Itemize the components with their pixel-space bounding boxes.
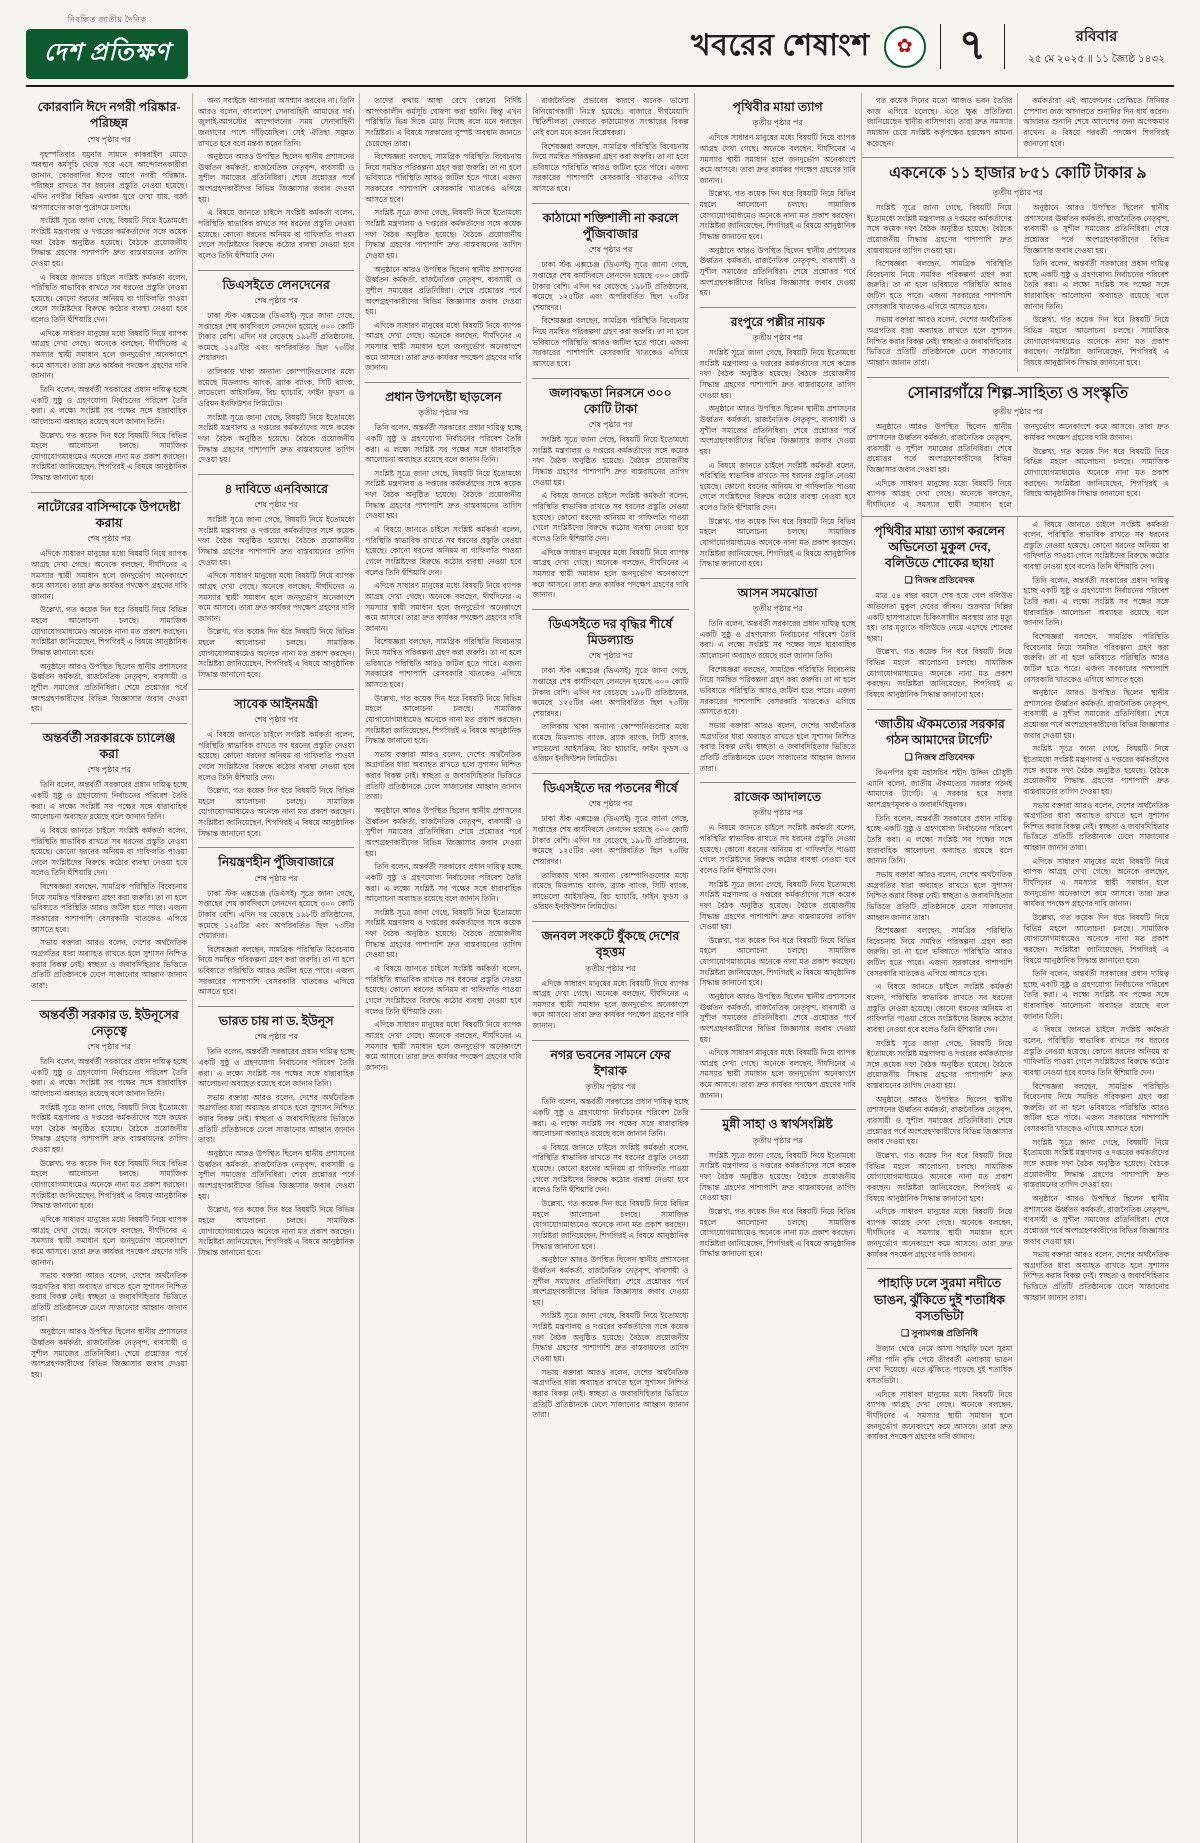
paragraph: উল্লেখ্য, গত কয়েক দিন ধরে বিষয়টি নিয়ে বিভিন্ন মহলে আলোচনা চলছে। সামাজিক যোগাযোগমাধ্যমেও অনেকে নানা মত প্রকাশ করছেন। সংশ্লিষ্টরা জানিয়েছেন, শিগগিরই এ বিষয়ে আনুষ্ঠানিক সিদ্ধান্ত জানানো হবে। <box>699 1206 856 1259</box>
paragraph: অনুষ্ঠানে আরও উপস্থিত ছিলেন স্থানীয় প্রশাসনের ঊর্ধ্বতন কর্মকর্তা, রাজনৈতিক নেতৃবৃন্দ, ব্যবসায়ী ও সুশীল সমাজের প্রতিনিধিরা। শেষে প্রশ্নোত্তর পর্বে অংশগ্রহণকারীদের বিভিন্ন জিজ্ঞাসার জবাব দেওয়া হয়। <box>866 1094 1013 1147</box>
paragraph: তিনি বলেন, অন্তর্বর্তী সরকারের প্রধান দায়িত্ব হচ্ছে একটি সুষ্ঠু ও গ্রহণযোগ্য নির্বাচনের পরিবেশ তৈরি করা। এ লক্ষ্যে সংশ্লিষ্ট সব পক্ষের সঙ্গে ধারাবাহিক আলোচনা অব্যাহত রয়েছে বলে জানান তিনি। <box>31 384 188 426</box>
paragraph: অনুষ্ঠানে আরও উপস্থিত ছিলেন স্থানীয় প্রশাসনের ঊর্ধ্বতন কর্মকর্তা, রাজনৈতিক নেতৃবৃন্দ, ব্যবসায়ী ও সুশীল সমাজের প্রতিনিধিরা। শেষে প্রশ্নোত্তর পর্বে অংশগ্রহণকারীদের বিভিন্ন জিজ্ঞাসার জবাব দেওয়া হয়। <box>198 1149 355 1201</box>
article <box>700 782 856 1109</box>
paragraph: তাদের কথায় আস্থা রেখে কোনো নির্দিষ্ট আপৎকালীন কর্মসূচি ঘোষণা করা হয়নি। কিন্তু এখন পরিস্থিতি ভিন্ন দিকে মোড় নিচ্ছে বলে মনে করছেন সংশ্লিষ্টরা। এ বিষয়ে সরকারের সুস্পষ্ট অবস্থান জানতে চেয়েছেন তারা। <box>365 96 522 148</box>
flower-logo-icon: ✿ <box>884 26 926 68</box>
article <box>365 382 521 1081</box>
spanning-articles <box>862 157 1174 515</box>
paragraph: এদিকে সাধারণ মানুষের মধ্যে বিষয়টি নিয়ে ব্যাপক আগ্রহ দেখা গেছে। অনেকে বলছেন, দীর্ঘদিনের এ সমস্যার স্থায়ী সমাধান হলে জনদুর্ভোগ অনেকাংশে কমে আসবে। তারা দ্রুত কার্যকর পদক্ষেপ গ্রহণের দাবি জানান। <box>1023 856 1169 909</box>
article-title: ‘জাতীয় ঐকমত্যের সরকার গঠন আমাদের টার্গেট’ <box>874 716 1005 747</box>
paragraph: সভায় বক্তারা আরও বলেন, দেশের অর্থনৈতিক অগ্রগতির ধারা অব্যাহত রাখতে হলে সুশাসন নিশ্চিত করার বিকল্প নেই। স্বচ্ছতা ও জবাবদিহিতার ভিত্তিতে প্রতিটি প্রতিষ্ঠানকে ঢেলে সাজানোর আহ্বান জানান তারা। <box>198 1092 355 1145</box>
paragraph: উল্লেখ্য, গত কয়েক দিন ধরে বিষয়টি নিয়ে বিভিন্ন মহলে আলোচনা চলছে। সামাজিক যোগাযোগমাধ্যমেও অনেকে নানা মত প্রকাশ করছেন। সংশ্লিষ্টরা জানিয়েছেন, শিগগিরই এ বিষয়ে আনুষ্ঠানিক সিদ্ধান্ত জানানো হবে। <box>198 1205 355 1257</box>
paragraph: উল্লেখ্য, গত কয়েক দিন ধরে বিষয়টি নিয়ে বিভিন্ন মহলে আলোচনা চলছে। সামাজিক যোগাযোগমাধ্যমেও অনেকে নানা মত প্রকাশ করছেন। সংশ্লিষ্টরা জানিয়েছেন, শিগগিরই এ বিষয়ে আনুষ্ঠানিক সিদ্ধান্ত জানানো হবে। <box>31 605 188 657</box>
continuation-label: শেষ পৃষ্ঠার পর <box>254 873 298 883</box>
paragraph: সংশ্লিষ্ট সূত্রে জানা গেছে, বিষয়টি নিয়ে ইতোমধ্যে সংশ্লিষ্ট মন্ত্রণালয় ও দপ্তরের কর্মকর্তাদের সঙ্গে কয়েক দফা বৈঠক অনুষ্ঠিত হয়েছে। বৈঠকে প্রয়োজনীয় সিদ্ধান্ত গ্রহণের পাশাপাশি দ্রুত বাস্তবায়নের তাগিদ দেওয়া হয়। <box>198 515 355 567</box>
column-7-top <box>1017 93 1174 157</box>
paragraph: এদিকে সাধারণ মানুষের মধ্যে বিষয়টি নিয়ে ব্যাপক আগ্রহ দেখা গেছে। অনেকে বলছেন, দীর্ঘদিনের এ সমস্যার স্থায়ী সমাধান হলে জনদুর্ভোগ অনেকাংশে কমে আসবে। তারা দ্রুত কার্যকর পদক্ষেপ গ্রহণের দাবি জানান। <box>532 547 689 600</box>
article-body <box>532 96 688 195</box>
page-number: ৭ <box>940 24 1005 68</box>
article-body <box>532 260 688 369</box>
paragraph: অনুষ্ঠানে আরও উপস্থিত ছিলেন স্থানীয় প্রশাসনের ঊর্ধ্বতন কর্মকর্তা, রাজনৈতিক নেতৃবৃন্দ, ব্যবসায়ী ও সুশীল সমাজের প্রতিনিধিরা। শেষে প্রশ্নোত্তর পর্বে অংশগ্রহণকারীদের বিভিন্ন জিজ্ঞাসার জবাব দেওয়া হয়। <box>31 661 188 714</box>
article <box>867 377 1169 516</box>
paragraph: উল্লেখ্য, গত কয়েক দিন ধরে বিষয়টি নিয়ে বিভিন্ন মহলে আলোচনা চলছে। সামাজিক যোগাযোগমাধ্যমেও অনেকে নানা মত প্রকাশ করছেন। সংশ্লিষ্টরা জানিয়েছেন, শিগগিরই এ বিষয়ে আনুষ্ঠানিক সিদ্ধান্ত জানানো হবে। <box>699 189 856 242</box>
article-title: ডিএসইতে দর বৃদ্ধির শীর্ষে মিডল্যান্ড <box>548 616 673 648</box>
paragraph: উল্লেখ্য, গত কয়েক দিন ধরে বিষয়টি নিয়ে বিভিন্ন মহলে আলোচনা চলছে। সামাজিক যোগাযোগমাধ্যমেও অনেকে নানা মত প্রকাশ করছেন। সংশ্লিষ্টরা জানিয়েছেন, শিগগিরই এ বিষয়ে আনুষ্ঠানিক সিদ্ধান্ত জানানো হবে। <box>866 1150 1013 1203</box>
paragraph: সংশ্লিষ্ট সূত্রে জানা গেছে, বিষয়টি নিয়ে ইতোমধ্যে সংশ্লিষ্ট মন্ত্রণালয় ও দপ্তরের কর্মকর্তাদের সঙ্গে কয়েক দফা বৈঠক অনুষ্ঠিত হয়েছে। বৈঠকে প্রয়োজনীয় সিদ্ধান্ত গ্রহণের পাশাপাশি দ্রুত বাস্তবায়নের তাগিদ দেওয়া হয়। <box>866 1038 1013 1091</box>
paragraph: তিনি বলেন, অন্তর্বর্তী সরকারের প্রধান দায়িত্ব হচ্ছে একটি সুষ্ঠু ও গ্রহণযোগ্য নির্বাচনের পরিবেশ তৈরি করা। এ লক্ষ্যে সংশ্লিষ্ট সব পক্ষের সঙ্গে ধারাবাহিক আলোচনা অব্যাহত রয়েছে বলে জানান তিনি। <box>365 862 522 904</box>
article-body <box>365 423 521 1073</box>
paragraph: উল্লেখ্য, গত কয়েক দিন ধরে বিষয়টি নিয়ে বিভিন্ন মহলে আলোচনা চলছে। সামাজিক যোগাযোগমাধ্যমেও অনেকে নানা মত প্রকাশ করছেন। সংশ্লিষ্টরা জানিয়েছেন, শিগগিরই এ বিষয়ে আনুষ্ঠানিক সিদ্ধান্ত জানানো হবে। <box>699 516 856 569</box>
paragraph: বিশেষজ্ঞরা বলছেন, সামগ্রিক পরিস্থিতি বিবেচনায় নিয়ে সমন্বিত পরিকল্পনা গ্রহণ করা জরুরি। তা না হলে ভবিষ্যতে পরিস্থিতি আরও জটিল হতে পারে। এজন্য সরকারের পাশাপাশি বেসরকারি খাতকেও এগিয়ে আসতে হবে। <box>866 259 1012 311</box>
paragraph: এ বিষয়ে জানতে চাইলে সংশ্লিষ্ট কর্মকর্তা বলেন, পরিস্থিতি স্বাভাবিক রাখতে সব ধরনের প্রস্তুতি নেওয়া হয়েছে। কোনো ধরনের অনিয়ম বা গাফিলতি পাওয়া গেলে সংশ্লিষ্টদের বিরুদ্ধে কঠোর ব্যবস্থা নেওয়া হবে বলেও তিনি হুঁশিয়ারি দেন। <box>31 825 188 878</box>
paragraph: এ বিষয়ে জানতে চাইলে সংশ্লিষ্ট কর্মকর্তা বলেন, পরিস্থিতি স্বাভাবিক রাখতে সব ধরনের প্রস্তুতি নেওয়া হয়েছে। কোনো ধরনের অনিয়ম বা গাফিলতি পাওয়া গেলে সংশ্লিষ্টদের বিরুদ্ধে কঠোর ব্যবস্থা নেওয়া হবে বলেও তিনি হুঁশিয়ারি দেন। <box>31 272 188 325</box>
article <box>31 723 187 1000</box>
paragraph: এ বিষয়ে জানতে চাইলে সংশ্লিষ্ট কর্মকর্তা বলেন, পরিস্থিতি স্বাভাবিক রাখতে সব ধরনের প্রস্তুতি নেওয়া হয়েছে। কোনো ধরনের অনিয়ম বা গাফিলতি পাওয়া গেলে সংশ্লিষ্টদের বিরুদ্ধে কঠোর ব্যবস্থা নেওয়া হবে বলেও তিনি হুঁশিয়ারি দেন। <box>198 729 355 782</box>
paragraph: এ বিষয়ে জানতে চাইলে সংশ্লিষ্ট কর্মকর্তা বলেন, পরিস্থিতি স্বাভাবিক রাখতে সব ধরনের প্রস্তুতি নেওয়া হয়েছে। কোনো ধরনের অনিয়ম বা গাফিলতি পাওয়া গেলে সংশ্লিষ্টদের বিরুদ্ধে কঠোর ব্যবস্থা নেওয়া হবে বলেও তিনি হুঁশিয়ারি দেন। <box>365 525 522 577</box>
paragraph: এদিকে সাধারণ মানুষের মধ্যে বিষয়টি নিয়ে ব্যাপক আগ্রহ দেখা গেছে। অনেকে বলছেন, দীর্ঘদিনের এ সমস্যার স্থায়ী সমাধান হলে জনদুর্ভোগ অনেকাংশে কমে আসবে। তারা দ্রুত কার্যকর পদক্ষেপ গ্রহণের দাবি জানান। <box>866 1207 1013 1259</box>
paragraph: অনুষ্ঠানে আরও উপস্থিত ছিলেন স্থানীয় প্রশাসনের ঊর্ধ্বতন কর্মকর্তা, রাজনৈতিক নেতৃবৃন্দ, ব্যবসায়ী ও সুশীল সমাজের প্রতিনিধিরা। শেষে প্রশ্নোত্তর পর্বে অংশগ্রহণকারীদের বিভিন্ন জিজ্ঞাসার জবাব দেওয়া হয়। <box>31 1327 188 1379</box>
article-title: ডিএসইতে লেনদেনের <box>222 277 330 292</box>
article-body <box>31 1057 187 1381</box>
right-top-row <box>862 93 1174 157</box>
continuation-label: তৃতীয় পৃষ্ঠার পর <box>992 407 1043 417</box>
paragraph: অনুষ্ঠানে আরও উপস্থিত ছিলেন স্থানীয় প্রশাসনের ঊর্ধ্বতন কর্মকর্তা, রাজনৈতিক নেতৃবৃন্দ, ব্যবসায়ী ও সুশীল সমাজের প্রতিনিধিরা। শেষে প্রশ্নোত্তর পর্বে অংশগ্রহণকারীদের বিভিন্ন জিজ্ঞাসার জবাব দেওয়া হয়। <box>866 422 1012 474</box>
paragraph: অন্য সবাইকে আপনারা অসম্মান করবেন না। তিনি আরও বলেন, বাংলাদেশ সেনাবাহিনী আমাদের গর্ব। জুলাই-আগস্টের আন্দোলনের সময় সেনাবাহিনী জনগণের পাশে দাঁড়িয়েছিল। সেই ঐতিহ্য সমুন্নত রাখতে হবে বলে মন্তব্য করেন তিনি। <box>198 96 355 148</box>
continuation-label: শেষ পৃষ্ঠার পর <box>87 765 131 775</box>
article-body <box>198 515 354 681</box>
paragraph: অনুষ্ঠানে আরও উপস্থিত ছিলেন স্থানীয় প্রশাসনের ঊর্ধ্বতন কর্মকর্তা, রাজনৈতিক নেতৃবৃন্দ, ব্যবসায়ী ও সুশীল সমাজের প্রতিনিধিরা। শেষে প্রশ্নোত্তর পর্বে অংশগ্রহণকারীদের বিভিন্ন জিজ্ঞাসার জবাব দেওয়া হয়। <box>699 992 856 1044</box>
right-region <box>861 93 1174 1843</box>
paragraph: বিশেষজ্ঞরা বলছেন, সামগ্রিক পরিস্থিতি বিবেচনায় নিয়ে সমন্বিত পরিকল্পনা গ্রহণ করা জরুরি। তা না হলে ভবিষ্যতে পরিস্থিতি আরও জটিল হতে পারে। এজন্য সরকারের পাশাপাশি বেসরকারি খাতকেও এগিয়ে আসতে হবে। <box>532 316 689 369</box>
article <box>31 93 187 492</box>
continuation-label: শেষ পৃষ্ঠার পর <box>87 134 131 144</box>
article <box>532 1040 688 1429</box>
paragraph: সংশ্লিষ্ট সূত্রে জানা গেছে, বিষয়টি নিয়ে ইতোমধ্যে সংশ্লিষ্ট মন্ত্রণালয় ও দপ্তরের কর্মকর্তাদের সঙ্গে কয়েক দফা বৈঠক অনুষ্ঠিত হয়েছে। বৈঠকে প্রয়োজনীয় সিদ্ধান্ত গ্রহণের পাশাপাশি দ্রুত বাস্তবায়নের তাগিদ দেওয়া হয়। <box>532 435 689 487</box>
article-body <box>198 1047 354 1258</box>
article <box>700 93 856 307</box>
paragraph: সভায় বক্তারা আরও বলেন, দেশের অর্থনৈতিক অগ্রগতির ধারা অব্যাহত রাখতে হলে সুশাসন নিশ্চিত করার বিকল্প নেই। স্বচ্ছতা ও জবাবদিহিতার ভিত্তিতে প্রতিটি প্রতিষ্ঠানকে ঢেলে সাজানোর আহ্বান জানান তারা। <box>1023 1250 1169 1302</box>
article-title: একনেকে ১১ হাজার ৮৫১ কোটি টাকার ৯ <box>889 165 1147 183</box>
paragraph: উল্লেখ্য, গত কয়েক দিন ধরে বিষয়টি নিয়ে বিভিন্ন মহলে আলোচনা চলছে। সামাজিক যোগাযোগমাধ্যমেও অনেকে নানা মত প্রকাশ করছেন। সংশ্লিষ্টরা জানিয়েছেন, শিগগিরই এ বিষয়ে আনুষ্ঠানিক সিদ্ধান্ত জানানো হবে। <box>198 786 355 838</box>
paragraph: তিনি বলেন, অন্তর্বর্তী সরকারের প্রধান দায়িত্ব হচ্ছে একটি সুষ্ঠু ও গ্রহণযোগ্য নির্বাচনের পরিবেশ তৈরি করা। এ লক্ষ্যে সংশ্লিষ্ট সব পক্ষের সঙ্গে ধারাবাহিক আলোচনা অব্যাহত রয়েছে বলে জানান তিনি। <box>1023 259 1169 311</box>
paragraph: সভায় বক্তারা আরও বলেন, দেশের অর্থনৈতিক অগ্রগতির ধারা অব্যাহত রাখতে হলে সুশাসন নিশ্চিত করার বিকল্প নেই। স্বচ্ছতা ও জবাবদিহিতার ভিত্তিতে প্রতিটি প্রতিষ্ঠানকে ঢেলে সাজানোর আহ্বান জানান তারা। <box>866 869 1013 922</box>
article <box>867 709 1013 1269</box>
paragraph: তালিকায় থাকা অন্যান্য কোম্পানিগুলোর মধ্যে রয়েছে মিডল্যান্ড ব্যাংক, ব্র্যাক ব্যাংক, সিটি ব্যাংক, লাভেলো আইসক্রিম, বিচ হ্যাচারি, ফাইন ফুডস ও ওরিয়ন ইনফিউশন লিমিটেড। <box>532 722 689 764</box>
paragraph: সংশ্লিষ্ট সূত্রে জানা গেছে, বিষয়টি নিয়ে ইতোমধ্যে সংশ্লিষ্ট মন্ত্রণালয় ও দপ্তরের কর্মকর্তাদের সঙ্গে কয়েক দফা বৈঠক অনুষ্ঠিত হয়েছে। বৈঠকে প্রয়োজনীয় সিদ্ধান্ত গ্রহণের পাশাপাশি দ্রুত বাস্তবায়নের তাগিদ দেওয়া হয়। <box>866 203 1012 255</box>
article <box>867 517 1013 709</box>
paragraph: উল্লেখ্য, গত কয়েক দিন ধরে বিষয়টি নিয়ে বিভিন্ন মহলে আলোচনা চলছে। সামাজিক যোগাযোগমাধ্যমেও অনেকে নানা মত প্রকাশ করছেন। সংশ্লিষ্টরা জানিয়েছেন, শিগগিরই এ বিষয়ে আনুষ্ঠানিক সিদ্ধান্ত জানানো হবে। <box>866 647 1013 700</box>
paragraph: এদিকে সাধারণ মানুষের মধ্যে বিষয়টি নিয়ে ব্যাপক আগ্রহ দেখা গেছে। অনেকে বলছেন, দীর্ঘদিনের এ সমস্যার স্থায়ী সমাধান হলে জনদুর্ভোগ অনেকাংশে কমে আসবে। তারা দ্রুত কার্যকর পদক্ষেপ গ্রহণের দাবি জানান। <box>31 328 188 381</box>
article-title: নাটোরের বাসিন্দাকে উপদেষ্টা করায় <box>37 499 181 530</box>
continuation-label: শেষ পৃষ্ঠার পর <box>254 500 298 510</box>
paragraph: অনুষ্ঠানে আরও উপস্থিত ছিলেন স্থানীয় প্রশাসনের ঊর্ধ্বতন কর্মকর্তা, রাজনৈতিক নেতৃবৃন্দ, ব্যবসায়ী ও সুশীল সমাজের প্রতিনিধিরা। শেষে প্রশ্নোত্তর পর্বে অংশগ্রহণকারীদের বিভিন্ন জিজ্ঞাসার জবাব দেওয়া হয়। <box>699 404 856 456</box>
article <box>198 689 354 848</box>
article-title: অন্তর্বর্তী সরকারকে চ্যালেঞ্জ করা <box>42 730 176 762</box>
paragraph: তিনি বলেন, অন্তর্বর্তী সরকারের প্রধান দায়িত্ব হচ্ছে একটি সুষ্ঠু ও গ্রহণযোগ্য নির্বাচনের পরিবেশ তৈরি করা। এ লক্ষ্যে সংশ্লিষ্ট সব পক্ষের সঙ্গে ধারাবাহিক আলোচনা অব্যাহত রয়েছে বলে জানান তিনি। <box>365 423 522 465</box>
article-title: সাবেক আইনমন্ত্রী <box>234 696 318 711</box>
paragraph: সভায় বক্তারা আরও বলেন, দেশের অর্থনৈতিক অগ্রগতির ধারা অব্যাহত রাখতে হলে সুশাসন নিশ্চিত করার বিকল্প নেই। স্বচ্ছতা ও জবাবদিহিতার ভিত্তিতে প্রতিটি প্রতিষ্ঠানকে ঢেলে সাজানোর আহ্বান জানান তারা। <box>866 315 1012 367</box>
paragraph: সংশ্লিষ্ট সূত্রে জানা গেছে, বিষয়টি নিয়ে ইতোমধ্যে সংশ্লিষ্ট মন্ত্রণালয় ও দপ্তরের কর্মকর্তাদের সঙ্গে কয়েক দফা বৈঠক অনুষ্ঠিত হয়েছে। বৈঠকে প্রয়োজনীয় সিদ্ধান্ত গ্রহণের পাশাপাশি দ্রুত বাস্তবায়নের তাগিদ দেওয়া হয়। <box>699 348 856 400</box>
article-body <box>867 422 1169 510</box>
article-body <box>700 1151 856 1260</box>
article-title: নগর ভবনের সামনে ফের ইশরাক <box>550 1047 671 1079</box>
paragraph: সংশ্লিষ্ট সূত্রে জানা গেছে, বিষয়টি নিয়ে ইতোমধ্যে সংশ্লিষ্ট মন্ত্রণালয় ও দপ্তরের কর্মকর্তাদের সঙ্গে কয়েক দফা বৈঠক অনুষ্ঠিত হয়েছে। বৈঠকে প্রয়োজনীয় সিদ্ধান্ত গ্রহণের পাশাপাশি দ্রুত বাস্তবায়নের তাগিদ দেওয়া হয়। <box>365 468 522 521</box>
newspaper-name: দেশ প্রতিক্ষণ <box>26 29 188 79</box>
continuation-label: শেষ পৃষ্ঠার পর <box>87 1042 131 1051</box>
paragraph: বিশেষজ্ঞরা বলছেন, সামগ্রিক পরিস্থিতি বিবেচনায় নিয়ে সমন্বিত পরিকল্পনা গ্রহণ করা জরুরি। তা না হলে ভবিষ্যতে পরিস্থিতি আরও জটিল হতে পারে। এজন্য সরকারের পাশাপাশি বেসরকারি খাতকেও এগিয়ে আসতে হবে। <box>31 882 188 934</box>
paragraph: ঢাকা স্টক এক্সচেঞ্জ (ডিএসই) সূত্রে জানা গেছে, সপ্তাহের শেষ কার্যদিবসে লেনদেন হয়েছে ৩০০ কোটি টাকার বেশি। এদিন দর বেড়েছে ১৯৮টি প্রতিষ্ঠানের, কমেছে ১২৫টির এবং অপরিবর্তিত ছিল ৭৩টির শেয়ারদর। <box>532 814 689 866</box>
article-body <box>31 780 187 991</box>
paragraph: তালিকায় থাকা অন্যান্য কোম্পানিগুলোর মধ্যে রয়েছে মিডল্যান্ড ব্যাংক, ব্র্যাক ব্যাংক, সিটি ব্যাংক, লাভেলো আইসক্রিম, বিচ হ্যাচারি, ফাইন ফুডস ও ওরিয়ন ইনফিউশন লিমিটেড। <box>198 367 355 408</box>
paragraph: উল্লেখ্য, গত কয়েক দিন ধরে বিষয়টি নিয়ে বিভিন্ন মহলে আলোচনা চলছে। সামাজিক যোগাযোগমাধ্যমেও অনেকে নানা মত প্রকাশ করছেন। সংশ্লিষ্টরা জানিয়েছেন, শিগগিরই এ বিষয়ে আনুষ্ঠানিক সিদ্ধান্ত জানানো হবে। <box>198 627 355 680</box>
column-4 <box>526 93 693 1843</box>
paragraph: সংশ্লিষ্ট সূত্রে জানা গেছে, বিষয়টি নিয়ে ইতোমধ্যে সংশ্লিষ্ট মন্ত্রণালয় ও দপ্তরের কর্মকর্তাদের সঙ্গে কয়েক দফা বৈঠক অনুষ্ঠিত হয়েছে। বৈঠকে প্রয়োজনীয় সিদ্ধান্ত গ্রহণের পাশাপাশি দ্রুত বাস্তবায়নের তাগিদ দেওয়া হয়। <box>31 216 188 268</box>
paragraph: কর্মকর্তারা এই আবেদনের প্রেক্ষিতে সিনিয়র স্পেশাল জজ আদালতে শুনানির দিন ধার্য করেন। আদালত শুনানি শেষে আদেশের জন্য অপেক্ষমাণ রাখেন। এ বিষয়ে পরবর্তী পদক্ষেপ শিগগিরই জানানো হবে। <box>1023 96 1169 148</box>
continuation-label: তৃতীয় পৃষ্ঠার পর <box>752 1135 803 1145</box>
article-title: পৃথিবীর মায়া ত্যাগ করলেন অভিনেতা মুকুল দেব, বলিউডে শোকের ছায়া <box>874 523 1005 571</box>
paragraph: উল্লেখ্য, গত কয়েক দিন ধরে বিষয়টি নিয়ে বিভিন্ন মহলে আলোচনা চলছে। সামাজিক যোগাযোগমাধ্যমেও অনেকে নানা মত প্রকাশ করছেন। সংশ্লিষ্টরা জানিয়েছেন, শিগগিরই এ বিষয়ে আনুষ্ঠানিক সিদ্ধান্ত জানানো হবে। <box>699 935 856 988</box>
continuation-label: শেষ পৃষ্ঠার পর <box>588 651 633 661</box>
paragraph: এ বিষয়ে জানতে চাইলে সংশ্লিষ্ট কর্মকর্তা বলেন, পরিস্থিতি স্বাভাবিক রাখতে সব ধরনের প্রস্তুতি নেওয়া হয়েছে। কোনো ধরনের অনিয়ম বা গাফিলতি পাওয়া গেলে সংশ্লিষ্টদের বিরুদ্ধে কঠোর ব্যবস্থা নেওয়া হবে বলেও তিনি হুঁশিয়ারি দেন। <box>532 1142 689 1195</box>
paragraph: সভায় বক্তারা আরও বলেন, দেশের অর্থনৈতিক অগ্রগতির ধারা অব্যাহত রাখতে হলে সুশাসন নিশ্চিত করার বিকল্প নেই। স্বচ্ছতা ও জবাবদিহিতার ভিত্তিতে প্রতিটি প্রতিষ্ঠানকে ঢেলে সাজানোর আহ্বান জানান তারা। <box>532 1367 689 1420</box>
paragraph: অনুষ্ঠানে আরও উপস্থিত ছিলেন স্থানীয় প্রশাসনের ঊর্ধ্বতন কর্মকর্তা, রাজনৈতিক নেতৃবৃন্দ, ব্যবসায়ী ও সুশীল সমাজের প্রতিনিধিরা। শেষে প্রশ্নোত্তর পর্বে অংশগ্রহণকারীদের বিভিন্ন জিজ্ঞাসার জবাব দেওয়া হয়। <box>532 1255 689 1307</box>
article-body <box>867 1344 1013 1443</box>
paragraph: সংশ্লিষ্ট সূত্রে জানা গেছে, বিষয়টি নিয়ে ইতোমধ্যে সংশ্লিষ্ট মন্ত্রণালয় ও দপ্তরের কর্মকর্তাদের সঙ্গে কয়েক দফা বৈঠক অনুষ্ঠিত হয়েছে। বৈঠকে প্রয়োজনীয় সিদ্ধান্ত গ্রহণের পাশাপাশি দ্রুত বাস্তবায়নের তাগিদ দেওয়া হয়। <box>1023 744 1169 796</box>
paragraph: উল্লেখ্য, গত কয়েক দিন ধরে বিষয়টি নিয়ে বিভিন্ন মহলে আলোচনা চলছে। সামাজিক যোগাযোগমাধ্যমেও অনেকে নানা মত প্রকাশ করছেন। সংশ্লিষ্টরা জানিয়েছেন, শিগগিরই এ বিষয়ে আনুষ্ঠানিক সিদ্ধান্ত জানানো হবে। <box>365 693 522 746</box>
article-title: কোরবানি ঈদে নগরী পরিষ্কার-পরিচ্ছন্ন <box>37 100 181 131</box>
byline: ❏ নিজস্ব প্রতিবেদক <box>904 575 975 586</box>
article <box>31 1000 187 1389</box>
page-header <box>26 14 1174 87</box>
paragraph: অনুষ্ঠানে আরও উপস্থিত ছিলেন স্থানীয় প্রশাসনের ঊর্ধ্বতন কর্মকর্তা, রাজনৈতিক নেতৃবৃন্দ, ব্যবসায়ী ও সুশীল সমাজের প্রতিনিধিরা। শেষে প্রশ্নোত্তর পর্বে অংশগ্রহণকারীদের বিভিন্ন জিজ্ঞাসার জবাব দেওয়া হয়। <box>1023 688 1169 740</box>
continuation-label: শেষ পৃষ্ঠার পর <box>254 1032 298 1042</box>
article-title: ৪ দাবিতে এনবিআরে <box>224 481 328 496</box>
paragraph: এদিকে সাধারণ মানুষের মধ্যে বিষয়টি নিয়ে ব্যাপক আগ্রহ দেখা গেছে। অনেকে বলছেন, দীর্ঘদিনের এ সমস্যার স্থায়ী সমাধান হলে জনদুর্ভোগ অনেকাংশে কমে আসবে। তারা দ্রুত কার্যকর পদক্ষেপ গ্রহণের দাবি জানান। <box>198 571 355 623</box>
paragraph: সংশ্লিষ্ট সূত্রে জানা গেছে, বিষয়টি নিয়ে ইতোমধ্যে সংশ্লিষ্ট মন্ত্রণালয় ও দপ্তরের কর্মকর্তাদের সঙ্গে কয়েক দফা বৈঠক অনুষ্ঠিত হয়েছে। বৈঠকে প্রয়োজনীয় সিদ্ধান্ত গ্রহণের পাশাপাশি দ্রুত বাস্তবায়নের তাগিদ দেওয়া হয়। <box>198 412 355 465</box>
paragraph: অনুষ্ঠানে আরও উপস্থিত ছিলেন স্থানীয় প্রশাসনের ঊর্ধ্বতন কর্মকর্তা, রাজনৈতিক নেতৃবৃন্দ, ব্যবসায়ী ও সুশীল সমাজের প্রতিনিধিরা। শেষে প্রশ্নোত্তর পর্বে অংশগ্রহণকারীদের বিভিন্ন জিজ্ঞাসার জবাব দেওয়া হয়। <box>1023 203 1169 255</box>
paragraph: অনুষ্ঠানে আরও উপস্থিত ছিলেন স্থানীয় প্রশাসনের ঊর্ধ্বতন কর্মকর্তা, রাজনৈতিক নেতৃবৃন্দ, ব্যবসায়ী ও সুশীল সমাজের প্রতিনিধিরা। শেষে প্রশ্নোত্তর পর্বে অংশগ্রহণকারীদের বিভিন্ন জিজ্ঞাসার জবাব দেওয়া হয়। <box>365 264 522 317</box>
article-title: অন্তর্বর্তী সরকার ড. ইউনূসের নেতৃত্বে <box>39 1007 179 1038</box>
continuation-label: তৃতীয় পৃষ্ঠার পর <box>752 604 803 614</box>
column-2 <box>192 93 359 1843</box>
article <box>532 93 688 203</box>
paragraph: ঢাকা স্টক এক্সচেঞ্জ (ডিএসই) সূত্রে জানা গেছে, সপ্তাহের শেষ কার্যদিবসে লেনদেন হয়েছে ৩০০ কোটি টাকার বেশি। এদিন দর বেড়েছে ১৯৮টি প্রতিষ্ঠানের, কমেছে ১২৫টির এবং অপরিবর্তিত ছিল ৭৩টির শেয়ারদর। <box>532 260 689 312</box>
article-body <box>867 203 1169 372</box>
byline: ❏ সুনামগঞ্জ প্রতিনিধি <box>901 1328 978 1339</box>
paragraph: তিনি বলেন, অন্তর্বর্তী সরকারের প্রধান দায়িত্ব হচ্ছে একটি সুষ্ঠু ও গ্রহণযোগ্য নির্বাচনের পরিবেশ তৈরি করা। এ লক্ষ্যে সংশ্লিষ্ট সব পক্ষের সঙ্গে ধারাবাহিক আলোচনা অব্যাহত রয়েছে বলে জানান তিনি। <box>532 1097 689 1139</box>
paragraph: অনুষ্ঠানে আরও উপস্থিত ছিলেন স্থানীয় প্রশাসনের ঊর্ধ্বতন কর্মকর্তা, রাজনৈতিক নেতৃবৃন্দ, ব্যবসায়ী ও সুশীল সমাজের প্রতিনিধিরা। শেষে প্রশ্নোত্তর পর্বে অংশগ্রহণকারীদের বিভিন্ন জিজ্ঞাসার জবাব দেওয়া হয়। <box>1023 1193 1169 1246</box>
article-body <box>867 768 1013 1260</box>
continuation-label: শেষ পৃষ্ঠার পর <box>254 295 298 305</box>
continuation-label: তৃতীয় পৃষ্ঠার পর <box>418 408 469 418</box>
continuation-label: তৃতীয় পৃষ্ঠার পর <box>992 188 1043 197</box>
article-body <box>700 823 856 1101</box>
article-title: ভারত চায় না ড. ইউনূস <box>218 1014 334 1028</box>
article <box>867 158 1169 376</box>
article-body <box>532 979 688 1032</box>
paragraph: বিশেষজ্ঞরা বলছেন, সামগ্রিক পরিস্থিতি বিবেচনায় নিয়ে সমন্বিত পরিকল্পনা গ্রহণ করা জরুরি। তা না হলে ভবিষ্যতে পরিস্থিতি আরও জটিল হতে পারে। এজন্য সরকারের পাশাপাশি বেসরকারি খাতকেও এগিয়ে আসতে হবে। <box>1023 1081 1169 1134</box>
article-body <box>532 814 688 913</box>
article <box>1023 517 1169 1312</box>
article <box>700 1109 856 1268</box>
article-title: মুন্নী সাহা ও স্বার্থসংশ্লিষ্ট <box>722 1117 833 1132</box>
article <box>532 203 688 378</box>
continuation-label: শেষ পৃষ্ঠার পর <box>87 534 131 544</box>
continuation-label: তৃতীয় পৃষ্ঠার পর <box>752 118 803 128</box>
paragraph: এদিকে সাধারণ মানুষের মধ্যে বিষয়টি নিয়ে ব্যাপক আগ্রহ দেখা গেছে। অনেকে বলছেন, দীর্ঘদিনের এ সমস্যার স্থায়ী সমাধান হলে জনদুর্ভোগ অনেকাংশে কমে আসবে। তারা দ্রুত কার্যকর পদক্ষেপ গ্রহণের দাবি জানান। <box>365 320 522 373</box>
article <box>532 378 688 609</box>
article-title: রাজেক আদালতে <box>734 790 822 805</box>
article-title: রংপুরে পল্লীর নায়ক <box>730 314 825 329</box>
article-body <box>1023 520 1169 1304</box>
paragraph: তিনি বলেন, অন্তর্বর্তী সরকারের প্রধান দায়িত্ব হচ্ছে একটি সুষ্ঠু ও গ্রহণযোগ্য নির্বাচনের পরিবেশ তৈরি করা। এ লক্ষ্যে সংশ্লিষ্ট সব পক্ষের সঙ্গে ধারাবাহিক আলোচনা অব্যাহত রয়েছে বলে জানান তিনি। <box>1023 575 1169 628</box>
paragraph: বিশেষজ্ঞরা বলছেন, সামগ্রিক পরিস্থিতি বিবেচনায় নিয়ে সমন্বিত পরিকল্পনা গ্রহণ করা জরুরি। তা না হলে ভবিষ্যতে পরিস্থিতি আরও জটিল হতে পারে। এজন্য সরকারের পাশাপাশি বেসরকারি খাতকেও এগিয়ে আসতে হবে। <box>365 637 522 689</box>
paragraph: তিনি বলেন, অন্তর্বর্তী সরকারের প্রধান দায়িত্ব হচ্ছে একটি সুষ্ঠু ও গ্রহণযোগ্য নির্বাচনের পরিবেশ তৈরি করা। এ লক্ষ্যে সংশ্লিষ্ট সব পক্ষের সঙ্গে ধারাবাহিক আলোচনা অব্যাহত রয়েছে বলে জানান তিনি। <box>1023 969 1169 1021</box>
paragraph: এদিকে সাধারণ মানুষের মধ্যে বিষয়টি নিয়ে ব্যাপক আগ্রহ দেখা গেছে। অনেকে বলছেন, দীর্ঘদিনের এ সমস্যার স্থায়ী সমাধান হলে জনদুর্ভোগ অনেকাংশে কমে আসবে। তারা দ্রুত কার্যকর পদক্ষেপ গ্রহণের দাবি জানান। <box>31 1214 188 1267</box>
article-body <box>700 348 856 570</box>
paragraph: সংশ্লিষ্ট সূত্রে জানা গেছে, বিষয়টি নিয়ে ইতোমধ্যে সংশ্লিষ্ট মন্ত্রণালয় ও দপ্তরের কর্মকর্তাদের সঙ্গে কয়েক দফা বৈঠক অনুষ্ঠিত হয়েছে। বৈঠকে প্রয়োজনীয় সিদ্ধান্ত গ্রহণের পাশাপাশি দ্রুত বাস্তবায়নের তাগিদ দেওয়া হয়। <box>699 1150 856 1203</box>
paragraph: বিশেষজ্ঞরা বলছেন, সামগ্রিক পরিস্থিতি বিবেচনায় নিয়ে সমন্বিত পরিকল্পনা গ্রহণ করা জরুরি। তা না হলে ভবিষ্যতে পরিস্থিতি আরও জটিল হতে পারে। এজন্য সরকারের পাশাপাশি বেসরকারি খাতকেও এগিয়ে আসতে হবে। <box>699 664 856 717</box>
article <box>532 609 688 773</box>
article <box>532 921 688 1040</box>
article-body <box>867 96 1013 149</box>
paragraph: এদিকে সাধারণ মানুষের মধ্যে বিষয়টি নিয়ে ব্যাপক আগ্রহ দেখা গেছে। অনেকে বলছেন, দীর্ঘদিনের এ সমস্যার স্থায়ী সমাধান হলে জনদুর্ভোগ অনেকাংশে কমে আসবে। তারা দ্রুত কার্যকর পদক্ষেপ গ্রহণের দাবি জানান। <box>866 422 1169 509</box>
continuation-label: শেষ পৃষ্ঠার পর <box>588 799 633 809</box>
article-title: কাঠামো শক্তিশালী না করলে পুঁজিবাজার <box>542 210 679 242</box>
masthead-tagline: নিবন্ধিত জাতীয় দৈনিক <box>67 15 147 24</box>
article <box>1023 93 1169 157</box>
right-split-row <box>862 516 1174 1843</box>
date-block <box>1019 25 1174 69</box>
article-body <box>1023 96 1169 149</box>
article-body <box>31 150 187 484</box>
article <box>31 492 187 723</box>
article-columns <box>26 93 1174 1843</box>
article <box>532 773 688 921</box>
paragraph: সভায় বক্তারা আরও বলেন, দেশের অর্থনৈতিক অগ্রগতির ধারা অব্যাহত রাখতে হলে সুশাসন নিশ্চিত করার বিকল্প নেই। স্বচ্ছতা ও জবাবদিহিতার ভিত্তিতে প্রতিটি প্রতিষ্ঠানকে ঢেলে সাজানোর আহ্বান জানান তারা। <box>1023 800 1169 853</box>
paragraph: তালিকায় থাকা অন্যান্য কোম্পানিগুলোর মধ্যে রয়েছে মিডল্যান্ড ব্যাংক, ব্র্যাক ব্যাংক, সিটি ব্যাংক, লাভেলো আইসক্রিম, বিচ হ্যাচারি, ফাইন ফুডস ও ওরিয়ন ইনফিউশন লিমিটেড। <box>532 870 689 912</box>
paragraph: ঢাকা স্টক এক্সচেঞ্জ (ডিএসই) সূত্রে জানা গেছে, সপ্তাহের শেষ কার্যদিবসে লেনদেন হয়েছে ৩০০ কোটি টাকার বেশি। এদিন দর বেড়েছে ১৯৮টি প্রতিষ্ঠানের, কমেছে ১২৫টির এবং অপরিবর্তিত ছিল ৭৩টির শেয়ারদর। <box>198 888 355 941</box>
paragraph: এদিকে সাধারণ মানুষের মধ্যে বিষয়টি নিয়ে ব্যাপক আগ্রহ দেখা গেছে। অনেকে বলছেন, দীর্ঘদিনের এ সমস্যার স্থায়ী সমাধান হলে জনদুর্ভোগ অনেকাংশে কমে আসবে। তারা দ্রুত কার্যকর পদক্ষেপ গ্রহণের দাবি জানান। <box>866 1389 1013 1442</box>
paragraph: অনুষ্ঠানে আরও উপস্থিত ছিলেন স্থানীয় প্রশাসনের ঊর্ধ্বতন কর্মকর্তা, রাজনৈতিক নেতৃবৃন্দ, ব্যবসায়ী ও সুশীল সমাজের প্রতিনিধিরা। শেষে প্রশ্নোত্তর পর্বে অংশগ্রহণকারীদের বিভিন্ন জিজ্ঞাসার জবাব দেওয়া হয়। <box>699 245 856 298</box>
paragraph: উল্লেখ্য, গত কয়েক দিন ধরে বিষয়টি নিয়ে বিভিন্ন মহলে আলোচনা চলছে। সামাজিক যোগাযোগমাধ্যমেও অনেকে নানা মত প্রকাশ করছেন। সংশ্লিষ্টরা জানিয়েছেন, শিগগিরই এ বিষয়ে আনুষ্ঠানিক সিদ্ধান্ত জানানো হবে। <box>31 1158 188 1211</box>
article-body <box>198 311 354 466</box>
paragraph: এদিকে সাধারণ মানুষের মধ্যে বিষয়টি নিয়ে ব্যাপক আগ্রহ দেখা গেছে। অনেকে বলছেন, দীর্ঘদিনের এ সমস্যার স্থায়ী সমাধান হলে জনদুর্ভোগ অনেকাংশে কমে আসবে। তারা দ্রুত কার্যকর পদক্ষেপ গ্রহণের দাবি জানান। <box>31 549 188 601</box>
article-title: নিয়ন্ত্রণহীন পুঁজিবাজারে <box>218 855 335 870</box>
paragraph: সভায় বক্তারা আরও বলেন, দেশের অর্থনৈতিক অগ্রগতির ধারা অব্যাহত রাখতে হলে সুশাসন নিশ্চিত করার বিকল্প নেই। স্বচ্ছতা ও জবাবদিহিতার ভিত্তিতে প্রতিটি প্রতিষ্ঠানকে ঢেলে সাজানোর আহ্বান জানান তারা। <box>699 720 856 773</box>
paragraph: গত কয়েক দিনের মতো আজও ভবন তৈরির কাজ এগিয়ে চলেছে। এতে ক্ষুব্ধ প্রতিক্রিয়া জানিয়েছেন স্থানীয় বাসিন্দারা। তারা দ্রুত সমস্যার সমাধান চেয়ে সংশ্লিষ্ট কর্তৃপক্ষের হস্তক্ষেপ কামনা করেছেন। <box>866 96 1013 148</box>
section-title: খবরের শেষাংশ <box>690 29 870 62</box>
paragraph: তিনি বলেন, অন্তর্বর্তী সরকারের প্রধান দায়িত্ব হচ্ছে একটি সুষ্ঠু ও গ্রহণযোগ্য নির্বাচনের পরিবেশ তৈরি করা। এ লক্ষ্যে সংশ্লিষ্ট সব পক্ষের সঙ্গে ধারাবাহিক আলোচনা অব্যাহত রয়েছে বলে জানান তিনি। <box>699 619 856 661</box>
column-3 <box>359 93 526 1843</box>
article <box>867 93 1013 157</box>
paragraph: সংশ্লিষ্ট সূত্রে জানা গেছে, বিষয়টি নিয়ে ইতোমধ্যে সংশ্লিষ্ট মন্ত্রণালয় ও দপ্তরের কর্মকর্তাদের সঙ্গে কয়েক দফা বৈঠক অনুষ্ঠিত হয়েছে। বৈঠকে প্রয়োজনীয় সিদ্ধান্ত গ্রহণের পাশাপাশি দ্রুত বাস্তবায়নের তাগিদ দেওয়া হয়। <box>532 1311 689 1363</box>
article-title: জলাবদ্ধতা নিরসনে ৩০০ কোটি টাকা <box>549 385 672 416</box>
paragraph: উল্লেখ্য, গত কয়েক দিন ধরে বিষয়টি নিয়ে বিভিন্ন মহলে আলোচনা চলছে। সামাজিক যোগাযোগমাধ্যমেও অনেকে নানা মত প্রকাশ করছেন। সংশ্লিষ্টরা জানিয়েছেন, শিগগিরই এ বিষয়ে আনুষ্ঠানিক সিদ্ধান্ত জানানো হবে। <box>31 430 188 483</box>
article-title: সোনারগাঁয়ে শিল্প-সাহিত্য ও সংস্কৃতি <box>907 384 1129 402</box>
paragraph: উল্লেখ্য, গত কয়েক দিন ধরে বিষয়টি নিয়ে বিভিন্ন মহলে আলোচনা চলছে। সামাজিক যোগাযোগমাধ্যমেও অনেকে নানা মত প্রকাশ করছেন। সংশ্লিষ্টরা জানিয়েছেন, শিগগিরই এ বিষয়ে আনুষ্ঠানিক সিদ্ধান্ত জানানো হবে। <box>532 1199 689 1251</box>
article-body <box>532 666 688 765</box>
continuation-label: শেষ পৃষ্ঠার পর <box>254 714 298 724</box>
column-7 <box>1017 517 1174 1843</box>
paragraph: এ বিষয়ে জানতে চাইলে সংশ্লিষ্ট কর্মকর্তা বলেন, পরিস্থিতি স্বাভাবিক রাখতে সব ধরনের প্রস্তুতি নেওয়া হয়েছে। কোনো ধরনের অনিয়ম বা গাফিলতি পাওয়া গেলে সংশ্লিষ্টদের বিরুদ্ধে কঠোর ব্যবস্থা নেওয়া হবে বলেও তিনি হুঁশিয়ারি দেন। <box>1023 1025 1169 1077</box>
paragraph: সভায় বক্তারা আরও বলেন, দেশের অর্থনৈতিক অগ্রগতির ধারা অব্যাহত রাখতে হলে সুশাসন নিশ্চিত করার বিকল্প নেই। স্বচ্ছতা ও জবাবদিহিতার ভিত্তিতে প্রতিটি প্রতিষ্ঠানকে ঢেলে সাজানোর আহ্বান জানান তারা। <box>365 749 522 802</box>
article-body <box>700 619 856 774</box>
paragraph: তিনি বলেন, অন্তর্বর্তী সরকারের প্রধান দায়িত্ব হচ্ছে একটি সুষ্ঠু ও গ্রহণযোগ্য নির্বাচনের পরিবেশ তৈরি করা। এ লক্ষ্যে সংশ্লিষ্ট সব পক্ষের সঙ্গে ধারাবাহিক আলোচনা অব্যাহত রয়েছে বলে জানান তিনি। <box>866 813 1013 866</box>
article-title: জনবল সংকটে ধুঁকছে দেশের বৃহত্তম <box>541 929 680 960</box>
paragraph: এ বিষয়ে জানতে চাইলে সংশ্লিষ্ট কর্মকর্তা বলেন, পরিস্থিতি স্বাভাবিক রাখতে সব ধরনের প্রস্তুতি নেওয়া হয়েছে। কোনো ধরনের অনিয়ম বা গাফিলতি পাওয়া গেলে সংশ্লিষ্টদের বিরুদ্ধে কঠোর ব্যবস্থা নেওয়া হবে বলেও তিনি হুঁশিয়ারি দেন। <box>198 208 355 260</box>
article-body <box>198 96 354 262</box>
day-name: রবিবার <box>1075 28 1118 45</box>
column-5 <box>694 93 861 1843</box>
article-title: ডিএসইতে দর পতনের শীর্ষে <box>543 781 678 796</box>
paragraph: এদিকে সাধারণ মানুষের মধ্যে বিষয়টি নিয়ে ব্যাপক আগ্রহ দেখা গেছে। অনেকে বলছেন, দীর্ঘদিনের এ সমস্যার স্থায়ী সমাধান হলে জনদুর্ভোগ অনেকাংশে কমে আসবে। তারা দ্রুত কার্যকর পদক্ষেপ গ্রহণের দাবি জানান। <box>365 1020 522 1072</box>
continuation-label: শেষ পৃষ্ঠার পর <box>588 245 633 255</box>
article-body <box>532 1097 688 1421</box>
article-body <box>532 435 688 601</box>
column-6-top <box>862 93 1018 157</box>
paragraph: সংশ্লিষ্ট সূত্রে জানা গেছে, বিষয়টি নিয়ে ইতোমধ্যে সংশ্লিষ্ট মন্ত্রণালয় ও দপ্তরের কর্মকর্তাদের সঙ্গে কয়েক দফা বৈঠক অনুষ্ঠিত হয়েছে। বৈঠকে প্রয়োজনীয় সিদ্ধান্ত গ্রহণের পাশাপাশি দ্রুত বাস্তবায়নের তাগিদ দেওয়া হয়। <box>1023 1137 1169 1190</box>
article <box>198 270 354 474</box>
continuation-label: তৃতীয় পৃষ্ঠার পর <box>752 333 803 343</box>
paragraph: তিনি বলেন, অন্তর্বর্তী সরকারের প্রধান দায়িত্ব হচ্ছে একটি সুষ্ঠু ও গ্রহণযোগ্য নির্বাচনের পরিবেশ তৈরি করা। এ লক্ষ্যে সংশ্লিষ্ট সব পক্ষের সঙ্গে ধারাবাহিক আলোচনা অব্যাহত রয়েছে বলে জানান তিনি। <box>31 780 188 822</box>
paragraph: বিশেষজ্ঞরা বলছেন, সামগ্রিক পরিস্থিতি বিবেচনায় নিয়ে সমন্বিত পরিকল্পনা গ্রহণ করা জরুরি। তা না হলে ভবিষ্যতে পরিস্থিতি আরও জটিল হতে পারে। এজন্য সরকারের পাশাপাশি বেসরকারি খাতকেও এগিয়ে আসতে হবে। <box>866 926 1013 978</box>
paragraph: এদিকে সাধারণ মানুষের মধ্যে বিষয়টি নিয়ে ব্যাপক আগ্রহ দেখা গেছে। অনেকে বলছেন, দীর্ঘদিনের এ সমস্যার স্থায়ী সমাধান হলে জনদুর্ভোগ অনেকাংশে কমে আসবে। তারা দ্রুত কার্যকর পদক্ষেপ গ্রহণের দাবি জানান। <box>699 1048 856 1100</box>
paragraph: এ বিষয়ে জানতে চাইলে সংশ্লিষ্ট কর্মকর্তা বলেন, পরিস্থিতি স্বাভাবিক রাখতে সব ধরনের প্রস্তুতি নেওয়া হয়েছে। কোনো ধরনের অনিয়ম বা গাফিলতি পাওয়া গেলে সংশ্লিষ্টদের বিরুদ্ধে কঠোর ব্যবস্থা নেওয়া হবে বলেও তিনি হুঁশিয়ারি দেন। <box>699 460 856 513</box>
column-6 <box>862 517 1018 1843</box>
article-title: পৃথিবীর মায়া ত্যাগ <box>732 100 823 114</box>
continuation-label: শেষ পৃষ্ঠার পর <box>588 420 633 430</box>
paragraph: সংশ্লিষ্ট সূত্রে জানা গেছে, বিষয়টি নিয়ে ইতোমধ্যে সংশ্লিষ্ট মন্ত্রণালয় ও দপ্তরের কর্মকর্তাদের সঙ্গে কয়েক দফা বৈঠক অনুষ্ঠিত হয়েছে। বৈঠকে প্রয়োজনীয় সিদ্ধান্ত গ্রহণের পাশাপাশি দ্রুত বাস্তবায়নের তাগিদ দেওয়া হয়। <box>365 208 522 260</box>
article <box>867 1268 1013 1451</box>
article-body <box>198 889 354 998</box>
paragraph: এ বিষয়ে জানতে চাইলে সংশ্লিষ্ট কর্মকর্তা বলেন, পরিস্থিতি স্বাভাবিক রাখতে সব ধরনের প্রস্তুতি নেওয়া হয়েছে। কোনো ধরনের অনিয়ম বা গাফিলতি পাওয়া গেলে সংশ্লিষ্টদের বিরুদ্ধে কঠোর ব্যবস্থা নেওয়া হবে বলেও তিনি হুঁশিয়ারি দেন। <box>866 982 1013 1034</box>
date-line: ২৫ মে ২০২৫ ॥ ১১ জ্যৈষ্ঠ ১৪৩২ <box>1027 53 1166 65</box>
column-1 <box>26 93 192 1843</box>
paragraph: বিশেষজ্ঞরা বলছেন, সামগ্রিক পরিস্থিতি বিবেচনায় নিয়ে সমন্বিত পরিকল্পনা গ্রহণ করা জরুরি। তা না হলে ভবিষ্যতে পরিস্থিতি আরও জটিল হতে পারে। এজন্য সরকারের পাশাপাশি বেসরকারি খাতকেও এগিয়ে আসতে হবে। <box>1023 631 1169 684</box>
paragraph: তিনি বলেন, অন্তর্বর্তী সরকারের প্রধান দায়িত্ব হচ্ছে একটি সুষ্ঠু ও গ্রহণযোগ্য নির্বাচনের পরিবেশ তৈরি করা। এ লক্ষ্যে সংশ্লিষ্ট সব পক্ষের সঙ্গে ধারাবাহিক আলোচনা অব্যাহত রয়েছে বলে জানান তিনি। <box>198 1047 355 1089</box>
paragraph: মাত্র ৫৪ বছর বয়সে শেষ হয়ে গেল বলিউড অভিনেতা মুকুল দেবের জীবন। শুক্রবার দিল্লির একটি হাসপাতালে চিকিৎসাধীন অবস্থায় তার মৃত্যু হয়। তার মৃত্যুতে বলিউডে নেমে এসেছে শোকের ছায়া। <box>866 591 1013 643</box>
article-body <box>867 591 1013 700</box>
paragraph: সভায় বক্তারা আরও বলেন, দেশের অর্থনৈতিক অগ্রগতির ধারা অব্যাহত রাখতে হলে সুশাসন নিশ্চিত করার বিকল্প নেই। স্বচ্ছতা ও জবাবদিহিতার ভিত্তিতে প্রতিটি প্রতিষ্ঠানকে ঢেলে সাজানোর আহ্বান জানান তারা। <box>31 938 188 990</box>
paragraph: এ বিষয়ে জানতে চাইলে সংশ্লিষ্ট কর্মকর্তা বলেন, পরিস্থিতি স্বাভাবিক রাখতে সব ধরনের প্রস্তুতি নেওয়া হয়েছে। কোনো ধরনের অনিয়ম বা গাফিলতি পাওয়া গেলে সংশ্লিষ্টদের বিরুদ্ধে কঠোর ব্যবস্থা নেওয়া হবে বলেও তিনি হুঁশিয়ারি দেন। <box>699 823 856 875</box>
paragraph: এদিকে সাধারণ মানুষের মধ্যে বিষয়টি নিয়ে ব্যাপক আগ্রহ দেখা গেছে। অনেকে বলছেন, দীর্ঘদিনের এ সমস্যার স্থায়ী সমাধান হলে জনদুর্ভোগ অনেকাংশে কমে আসবে। তারা দ্রুত কার্যকর পদক্ষেপ গ্রহণের দাবি জানান। <box>699 133 856 185</box>
article-body <box>31 549 187 715</box>
paragraph: এদিকে সাধারণ মানুষের মধ্যে বিষয়টি নিয়ে ব্যাপক আগ্রহ দেখা গেছে। অনেকে বলছেন, দীর্ঘদিনের এ সমস্যার স্থায়ী সমাধান হলে জনদুর্ভোগ অনেকাংশে কমে আসবে। তারা দ্রুত কার্যকর পদক্ষেপ গ্রহণের দাবি জানান। <box>532 978 689 1031</box>
paragraph: বিশেষজ্ঞরা বলছেন, সামগ্রিক পরিস্থিতি বিবেচনায় নিয়ে সমন্বিত পরিকল্পনা গ্রহণ করা জরুরি। তা না হলে ভবিষ্যতে পরিস্থিতি আরও জটিল হতে পারে। এজন্য সরকারের পাশাপাশি বেসরকারি খাতকেও এগিয়ে আসতে হবে। <box>365 152 522 204</box>
article-body <box>198 730 354 839</box>
paragraph: অনুষ্ঠানে আরও উপস্থিত ছিলেন স্থানীয় প্রশাসনের ঊর্ধ্বতন কর্মকর্তা, রাজনৈতিক নেতৃবৃন্দ, ব্যবসায়ী ও সুশীল সমাজের প্রতিনিধিরা। শেষে প্রশ্নোত্তর পর্বে অংশগ্রহণকারীদের বিভিন্ন জিজ্ঞাসার জবাব দেওয়া হয়। <box>365 806 522 858</box>
paragraph: এ বিষয়ে জানতে চাইলে সংশ্লিষ্ট কর্মকর্তা বলেন, পরিস্থিতি স্বাভাবিক রাখতে সব ধরনের প্রস্তুতি নেওয়া হয়েছে। কোনো ধরনের অনিয়ম বা গাফিলতি পাওয়া গেলে সংশ্লিষ্টদের বিরুদ্ধে কঠোর ব্যবস্থা নেওয়া হবে বলেও তিনি হুঁশিয়ারি দেন। <box>365 964 522 1016</box>
article <box>198 1006 354 1266</box>
article-title: প্রধান উপদেষ্টা ছাড়লেন <box>385 390 502 405</box>
article <box>365 93 521 382</box>
byline: ❏ নিজস্ব প্রতিবেদক <box>904 752 975 763</box>
paragraph: বিশেষজ্ঞরা বলছেন, সামগ্রিক পরিস্থিতি বিবেচনায় নিয়ে সমন্বিত পরিকল্পনা গ্রহণ করা জরুরি। তা না হলে ভবিষ্যতে পরিস্থিতি আরও জটিল হতে পারে। এজন্য সরকারের পাশাপাশি বেসরকারি খাতকেও এগিয়ে আসতে হবে। <box>198 944 355 997</box>
article <box>700 578 856 782</box>
paragraph: এ বিষয়ে জানতে চাইলে সংশ্লিষ্ট কর্মকর্তা বলেন, পরিস্থিতি স্বাভাবিক রাখতে সব ধরনের প্রস্তুতি নেওয়া হয়েছে। কোনো ধরনের অনিয়ম বা গাফিলতি পাওয়া গেলে সংশ্লিষ্টদের বিরুদ্ধে কঠোর ব্যবস্থা নেওয়া হবে বলেও তিনি হুঁশিয়ারি দেন। <box>532 491 689 543</box>
article-title: আসন সমঝোতা <box>737 585 818 600</box>
paragraph: ঢাকা স্টক এক্সচেঞ্জ (ডিএসই) সূত্রে জানা গেছে, সপ্তাহের শেষ কার্যদিবসে লেনদেন হয়েছে ৩০০ কোটি টাকার বেশি। এদিন দর বেড়েছে ১৯৮টি প্রতিষ্ঠানের, কমেছে ১২৫টির এবং অপরিবর্তিত ছিল ৭৩টির শেয়ারদর। <box>532 666 689 718</box>
article <box>198 93 354 270</box>
paragraph: অনুষ্ঠানে আরও উপস্থিত ছিলেন স্থানীয় প্রশাসনের ঊর্ধ্বতন কর্মকর্তা, রাজনৈতিক নেতৃবৃন্দ, ব্যবসায়ী ও সুশীল সমাজের প্রতিনিধিরা। শেষে প্রশ্নোত্তর পর্বে অংশগ্রহণকারীদের বিভিন্ন জিজ্ঞাসার জবাব দেওয়া হয়। <box>198 152 355 204</box>
paragraph: সংশ্লিষ্ট সূত্রে জানা গেছে, বিষয়টি নিয়ে ইতোমধ্যে সংশ্লিষ্ট মন্ত্রণালয় ও দপ্তরের কর্মকর্তাদের সঙ্গে কয়েক দফা বৈঠক অনুষ্ঠিত হয়েছে। বৈঠকে প্রয়োজনীয় সিদ্ধান্ত গ্রহণের পাশাপাশি দ্রুত বাস্তবায়নের তাগিদ দেওয়া হয়। <box>699 879 856 932</box>
paragraph: বিএনপির যুগ্ম মহাসচিব শহীদ উদ্দিন চৌধুরী এ্যানি বলেন, জাতীয় ঐকমত্যের সরকার গঠনই আমাদের টার্গেট। এ সরকার হবে সবার অংশগ্রহণমূলক ও জবাবদিহিমূলক। <box>866 768 1013 810</box>
paragraph: উল্লেখ্য, গত কয়েক দিন ধরে বিষয়টি নিয়ে বিভিন্ন মহলে আলোচনা চলছে। সামাজিক যোগাযোগমাধ্যমেও অনেকে নানা মত প্রকাশ করছেন। সংশ্লিষ্টরা জানিয়েছেন, শিগগিরই এ বিষয়ে আনুষ্ঠানিক সিদ্ধান্ত জানানো হবে। <box>1023 315 1169 367</box>
paragraph: উল্লেখ্য, গত কয়েক দিন ধরে বিষয়টি নিয়ে বিভিন্ন মহলে আলোচনা চলছে। সামাজিক যোগাযোগমাধ্যমেও অনেকে নানা মত প্রকাশ করছেন। সংশ্লিষ্টরা জানিয়েছেন, শিগগিরই এ বিষয়ে আনুষ্ঠানিক সিদ্ধান্ত জানানো হবে। <box>1023 446 1169 499</box>
paragraph: বিশেষজ্ঞরা বলছেন, সামগ্রিক পরিস্থিতি বিবেচনায় নিয়ে সমন্বিত পরিকল্পনা গ্রহণ করা জরুরি। তা না হলে ভবিষ্যতে পরিস্থিতি আরও জটিল হতে পারে। এজন্য সরকারের পাশাপাশি বেসরকারি খাতকেও এগিয়ে আসতে হবে। <box>532 141 689 194</box>
continuation-label: তৃতীয় পৃষ্ঠার পর <box>585 963 636 973</box>
paragraph: উজান থেকে নেমে আসা পাহাড়ি ঢলে সুরমা নদীর পানি বৃদ্ধি পেয়ে তীরবর্তী এলাকায় ভাঙন দেখা দিয়েছে। এতে ঝুঁকিতে পড়েছে দুই শতাধিক বসতভিটা। <box>866 1344 1013 1386</box>
paragraph: এ বিষয়ে জানতে চাইলে সংশ্লিষ্ট কর্মকর্তা বলেন, পরিস্থিতি স্বাভাবিক রাখতে সব ধরনের প্রস্তুতি নেওয়া হয়েছে। কোনো ধরনের অনিয়ম বা গাফিলতি পাওয়া গেলে সংশ্লিষ্টদের বিরুদ্ধে কঠোর ব্যবস্থা নেওয়া হবে বলেও তিনি হুঁশিয়ারি দেন। <box>1023 519 1169 572</box>
paragraph: রাজনৈতিক প্রভাবের কারণে অনেক ভালো বিনিয়োগকারী নিঃস্ব হয়েছে। বাজারে দীর্ঘমেয়াদি স্থিতিশীলতা ফেরাতে কাঠামোগত সংস্কারের বিকল্প নেই বলে মনে করেন বিশ্লেষকরা। <box>532 96 689 137</box>
paragraph: সভায় বক্তারা আরও বলেন, দেশের অর্থনৈতিক অগ্রগতির ধারা অব্যাহত রাখতে হলে সুশাসন নিশ্চিত করার বিকল্প নেই। স্বচ্ছতা ও জবাবদিহিতার ভিত্তিতে প্রতিটি প্রতিষ্ঠানকে ঢেলে সাজানোর আহ্বান জানান তারা। <box>31 1271 188 1323</box>
paragraph: বৃহস্পতিবার যমুনার সামনে কাকরাইল মোড়ে অবস্থান কর্মসূচি থেকে সরে এসে আন্দোলনকারীরা জানান, কোরবানির ঈদের আগে নগরী পরিষ্কার-পরিচ্ছন্ন রাখতে সব ধরনের প্রস্তুতি নেওয়া হয়েছে। এদিন নগরীর বিভিন্ন এলাকা ঘুরে দেখা যায়, বর্জ্য অপসারণের কাজ পুরোদমে চলছে। <box>31 149 188 212</box>
paragraph: ঢাকা স্টক এক্সচেঞ্জ (ডিএসই) সূত্রে জানা গেছে, সপ্তাহের শেষ কার্যদিবসে লেনদেন হয়েছে ৩০০ কোটি টাকার বেশি। এদিন দর বেড়েছে ১৯৮টি প্রতিষ্ঠানের, কমেছে ১২৫টির এবং অপরিবর্তিত ছিল ৭৩টির শেয়ারদর। <box>198 310 355 363</box>
paragraph: এদিকে সাধারণ মানুষের মধ্যে বিষয়টি নিয়ে ব্যাপক আগ্রহ দেখা গেছে। অনেকে বলছেন, দীর্ঘদিনের এ সমস্যার স্থায়ী সমাধান হলে জনদুর্ভোগ অনেকাংশে কমে আসবে। তারা দ্রুত কার্যকর পদক্ষেপ গ্রহণের দাবি জানান। <box>365 581 522 633</box>
article-body <box>700 133 856 299</box>
article-title: পাহাড়ি ঢলে সুরমা নদীতে ভাঙন, ঝুঁকিতে দুই শতাধিক বসতভিটা <box>873 1276 1006 1323</box>
article-body <box>365 96 521 374</box>
continuation-label: তৃতীয় পৃষ্ঠার পর <box>752 808 803 818</box>
paragraph: সংশ্লিষ্ট সূত্রে জানা গেছে, বিষয়টি নিয়ে ইতোমধ্যে সংশ্লিষ্ট মন্ত্রণালয় ও দপ্তরের কর্মকর্তাদের সঙ্গে কয়েক দফা বৈঠক অনুষ্ঠিত হয়েছে। বৈঠকে প্রয়োজনীয় সিদ্ধান্ত গ্রহণের পাশাপাশি দ্রুত বাস্তবায়নের তাগিদ দেওয়া হয়। <box>365 907 522 960</box>
article <box>198 474 354 689</box>
continuation-label: তৃতীয় পৃষ্ঠার পর <box>585 1082 636 1092</box>
paragraph: উল্লেখ্য, গত কয়েক দিন ধরে বিষয়টি নিয়ে বিভিন্ন মহলে আলোচনা চলছে। সামাজিক যোগাযোগমাধ্যমেও অনেকে নানা মত প্রকাশ করছেন। সংশ্লিষ্টরা জানিয়েছেন, শিগগিরই এ বিষয়ে আনুষ্ঠানিক সিদ্ধান্ত জানানো হবে। <box>1023 912 1169 965</box>
article <box>198 847 354 1006</box>
masthead <box>26 14 188 79</box>
paragraph: সংশ্লিষ্ট সূত্রে জানা গেছে, বিষয়টি নিয়ে ইতোমধ্যে সংশ্লিষ্ট মন্ত্রণালয় ও দপ্তরের কর্মকর্তাদের সঙ্গে কয়েক দফা বৈঠক অনুষ্ঠিত হয়েছে। বৈঠকে প্রয়োজনীয় সিদ্ধান্ত গ্রহণের পাশাপাশি দ্রুত বাস্তবায়নের তাগিদ দেওয়া হয়। <box>31 1102 188 1155</box>
article <box>700 307 856 578</box>
paragraph: তিনি বলেন, অন্তর্বর্তী সরকারের প্রধান দায়িত্ব হচ্ছে একটি সুষ্ঠু ও গ্রহণযোগ্য নির্বাচনের পরিবেশ তৈরি করা। এ লক্ষ্যে সংশ্লিষ্ট সব পক্ষের সঙ্গে ধারাবাহিক আলোচনা অব্যাহত রয়েছে বলে জানান তিনি। <box>31 1057 188 1098</box>
